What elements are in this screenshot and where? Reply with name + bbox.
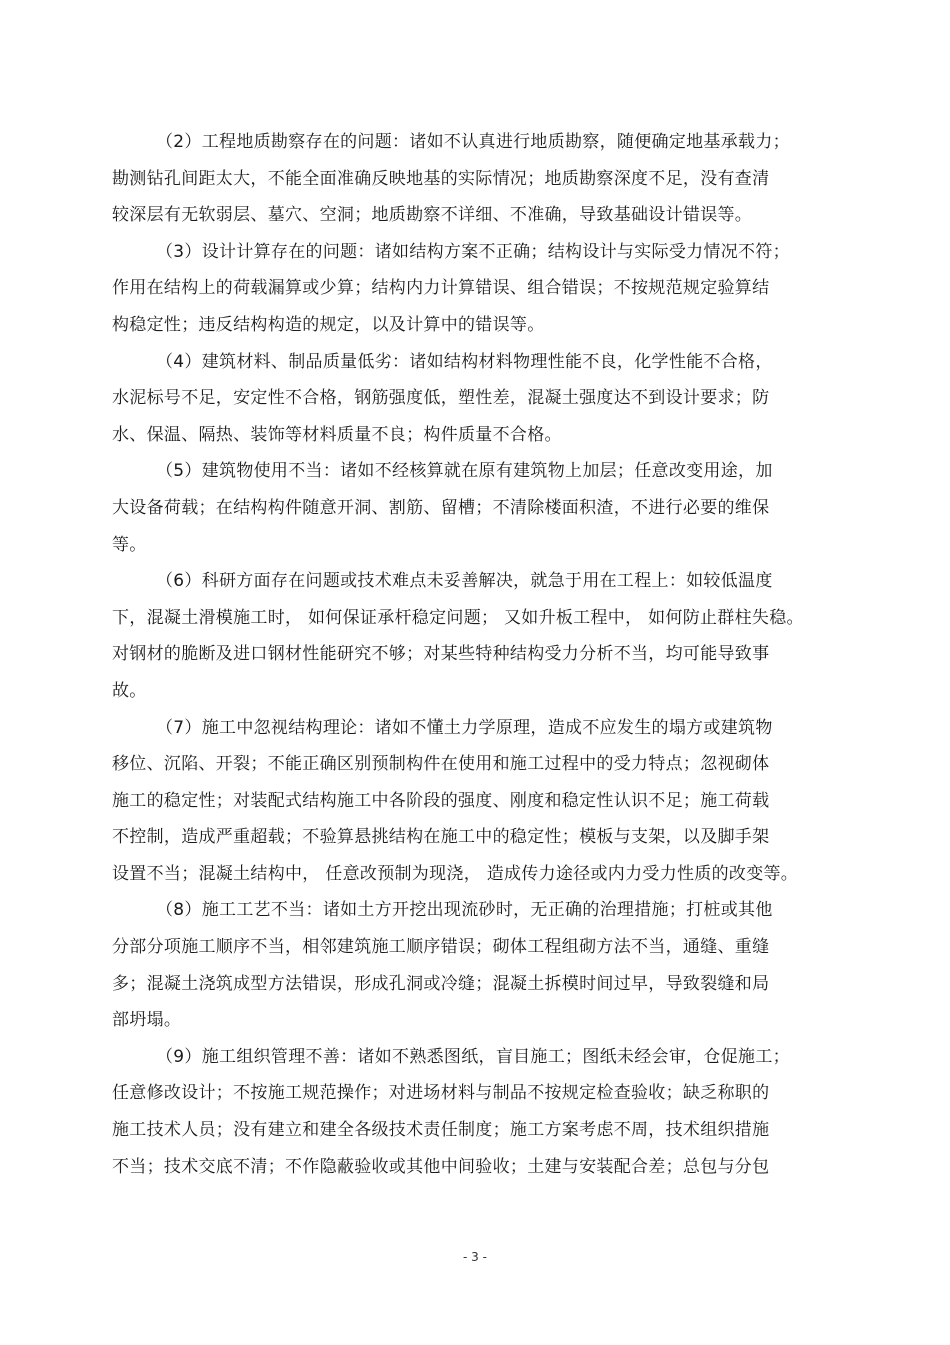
paragraph [112, 344, 837, 454]
text-line: 对钢材的脆断及进口钢材性能研究不够；对某些特种结构受力分析不当，均可能导致事 [112, 644, 770, 665]
text-line: （3）设计计算存在的问题：诸如结构方案不正确；结构设计与实际受力情况不符； [156, 241, 790, 262]
text-line: 移位、沉陷、开裂；不能正确区别预制构件在使用和施工过程中的受力特点；忽视砌体 [112, 754, 770, 775]
text-line: 施工的稳定性；对装配式结构施工中各阶段的强度、刚度和稳定性认识不足；施工荷载 [112, 790, 770, 811]
text-line: （6）科研方面存在问题或技术难点未妥善解决，就急于用在工程上：如较低温度 [156, 571, 773, 592]
paragraph [112, 1039, 837, 1185]
text-line: 故。 [112, 680, 147, 701]
text-line: 多；混凝土浇筑成型方法错误，形成孔洞或冷缝；混凝土拆模时间过早，导致裂缝和局 [112, 973, 770, 994]
paragraph [112, 124, 837, 234]
paragraph [112, 563, 837, 709]
text-line: （8）施工工艺不当：诸如土方开挖出现流砂时，无正确的治理措施；打桩或其他 [156, 900, 773, 921]
text-line: （7）施工中忽视结构理论：诸如不懂土力学原理，造成不应发生的塌方或建筑物 [156, 717, 773, 738]
text-line: 分部分项施工顺序不当，相邻建筑施工顺序错误；砌体工程组砌方法不当，通缝、重缝 [112, 937, 770, 958]
text-line: （2）工程地质勘察存在的问题：诸如不认真进行地质勘察，随便确定地基承载力； [156, 132, 790, 152]
text-line: 不控制，造成严重超载；不验算悬挑结构在施工中的稳定性；模板与支架，以及脚手架 [112, 827, 770, 848]
text-line: 作用在结构上的荷载漏算或少算；结构内力计算错误、组合错误；不按规范规定验算结 [112, 278, 770, 299]
paragraph [112, 234, 837, 344]
text-line: 设置不当；混凝土结构中， 任意改预制为现浇， 造成传力途径或内力受力性质的改变等。 [112, 863, 799, 884]
text-line: 较深层有无软弱层、墓穴、空洞；地质勘察不详细、不准确，导致基础设计错误等。 [112, 205, 753, 226]
text-line: 构稳定性；违反结构构造的规定，以及计算中的错误等。 [112, 314, 545, 335]
paragraph [112, 892, 837, 1038]
text-line: （5）建筑物使用不当：诸如不经核算就在原有建筑物上加层；任意改变用途，加 [156, 461, 773, 482]
text-line: （4）建筑材料、制品质量低劣：诸如结构材料物理性能不良，化学性能不合格， [156, 351, 773, 372]
text-line: 下，混凝土滑模施工时， 如何保证承杆稳定问题； 又如升板工程中， 如何防止群柱失稳。 [112, 607, 804, 628]
text-line: 水泥标号不足，安定性不合格，钢筋强度低，塑性差，混凝土强度达不到设计要求；防 [112, 388, 770, 409]
text-line: 勘测钻孔间距太大，不能全面准确反映地基的实际情况；地质勘察深度不足，没有查清 [112, 168, 770, 189]
text-line: 任意修改设计；不按施工规范操作；对进场材料与制品不按规定检查验收；缺乏称职的 [112, 1083, 770, 1104]
document-body [112, 124, 837, 1185]
text-line: 施工技术人员；没有建立和建全各级技术责任制度；施工方案考虑不周，技术组织措施 [112, 1120, 770, 1141]
paragraph [112, 453, 837, 563]
text-line: （9）施工组织管理不善：诸如不熟悉图纸，盲目施工；图纸未经会审，仓促施工； [156, 1046, 790, 1067]
text-line: 水、保温、隔热、装饰等材料质量不良；构件质量不合格。 [112, 424, 562, 445]
text-line: 等。 [112, 534, 147, 555]
page-number: - 3 - [463, 1250, 487, 1264]
paragraph [112, 710, 837, 893]
text-line: 大设备荷载；在结构构件随意开洞、割筋、留槽；不清除楼面积渣，不进行必要的维保 [112, 497, 770, 518]
text-line: 不当；技术交底不清；不作隐蔽验收或其他中间验收；土建与安装配合差；总包与分包 [112, 1156, 770, 1177]
text-line: 部坍塌。 [112, 1010, 182, 1031]
